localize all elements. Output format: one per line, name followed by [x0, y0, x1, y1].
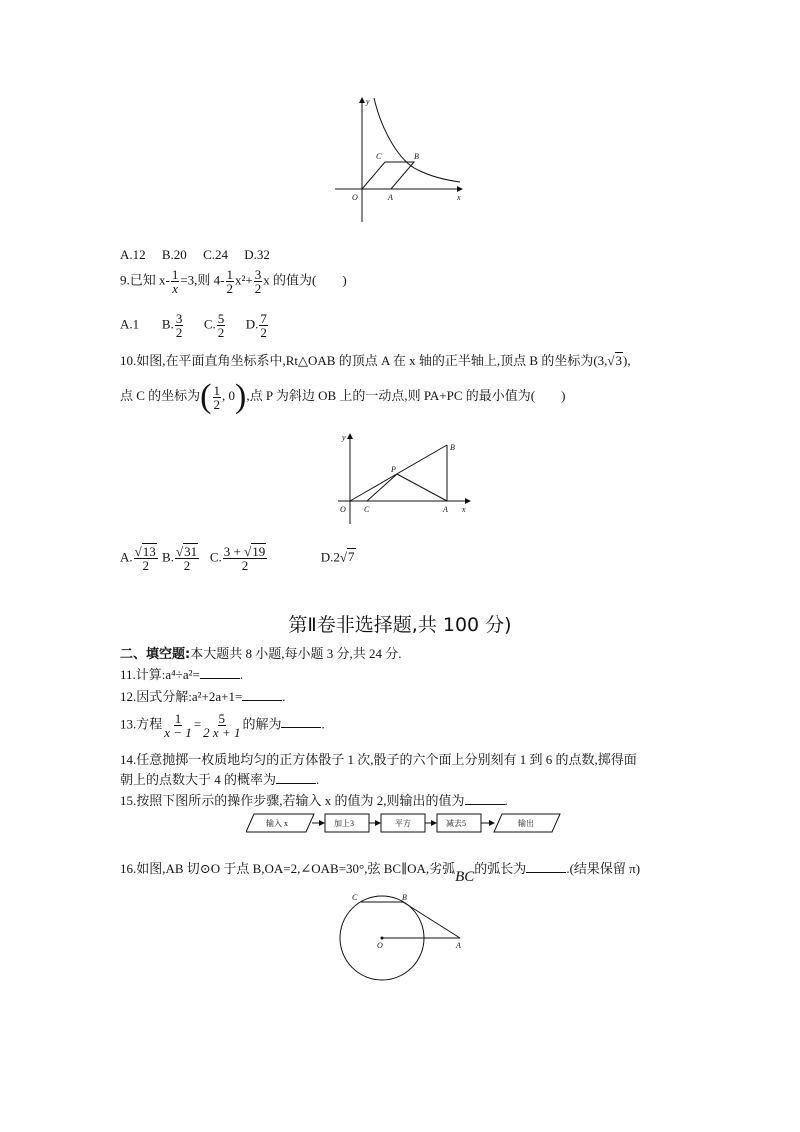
q13-post: 的解为 [242, 716, 282, 732]
q8-option-d: D.32 [244, 247, 270, 262]
q9-close: ) [342, 272, 347, 288]
q9-option-c-label: C. [203, 316, 216, 332]
q16-end: .(结果保留 π) [566, 861, 641, 876]
q13-pre: 13.方程 [120, 716, 163, 732]
q8-option-c: C.24 [203, 247, 228, 262]
q12-end: . [282, 689, 286, 704]
q9-option-d-label: D. [245, 316, 259, 332]
section-2-desc: 本大题共 8 小题,每小题 3 分,共 24 分. [190, 646, 402, 661]
flow-square-label: 平方 [395, 819, 411, 828]
hyperbola-curve [374, 98, 460, 182]
q13-frac-2: $\frac{5}{2 x + 1}$ [203, 711, 241, 740]
q10-option-c: $\frac{3 + √19}{2}$ [223, 544, 266, 573]
parallelogram-oabc [362, 162, 414, 189]
segment-pa [397, 474, 447, 501]
q14-line1: 14.任意抛掷一枚质地均匀的正方体骰子 1 次,骰子的六个面上分别刻有 1 到 6 的点数,掷得面 [120, 752, 637, 767]
question-12 [120, 688, 286, 706]
q9-mid2: x²+ [235, 272, 253, 288]
question-14-line-1 [120, 751, 637, 769]
label-a: A [443, 505, 448, 514]
flow-sub5-label: 减去5 [446, 819, 466, 828]
question-16 [120, 860, 641, 885]
q9-frac-1: $\frac{1}{x}$ [171, 267, 179, 296]
q13-answer-blank[interactable] [281, 715, 321, 728]
q8-options [120, 246, 270, 264]
label-a: A [456, 941, 461, 950]
question-11 [120, 666, 243, 684]
q9-options [120, 312, 269, 339]
q16-post: 的弧长为 [474, 861, 527, 876]
question-14-line-2 [120, 771, 319, 789]
q16-answer-blank[interactable] [526, 860, 566, 873]
label-y: y [342, 433, 346, 442]
q15-end: . [504, 793, 508, 808]
q14-answer-blank[interactable] [276, 771, 316, 784]
q9-option-a: A.1 [120, 316, 140, 332]
q15-text: 15.按照下图所示的操作步骤,若输入 x 的值为 2,则输出的值为 [120, 793, 465, 808]
label-x: x [462, 505, 466, 514]
label-a: A [388, 193, 393, 202]
q8-option-a: A.12 [120, 247, 146, 262]
q9-option-b-label: B. [161, 316, 174, 332]
q10-option-a-label: A. [120, 549, 133, 565]
segment-pc [367, 474, 397, 501]
label-b: B [402, 893, 407, 902]
label-c: C [364, 505, 370, 514]
question-15 [120, 792, 508, 810]
q9-suffix: x 的值为( [263, 272, 317, 288]
q9-option-b: $\frac{3}{2}$ [175, 311, 183, 340]
q14-end: . [316, 772, 320, 787]
question-10-line-1: 10.如图,在平面直角坐标系中,Rt△OAB 的顶点 A 在 x 轴的正半轴上,顶点 B 的坐标为(3,√3), [120, 353, 631, 368]
label-b: B [414, 152, 419, 161]
flow-output-label: 输出 [518, 819, 534, 828]
q10-option-c-label: C. [209, 549, 222, 565]
q11-text: 11.计算:a⁴÷a²= [120, 667, 200, 682]
q9-option-c: $\frac{5}{2}$ [217, 311, 225, 340]
q10-line2-pre: 点 C 的坐标为 [120, 387, 201, 403]
center-dot [381, 937, 384, 940]
q13-eq: = [193, 716, 202, 732]
q16-pre: 16.如图,AB 切⊙O 于点 B,OA=2,∠OAB=30°,弦 BC∥OA,劣弧 [120, 861, 456, 876]
q10-sqrt3: 3 [615, 353, 623, 368]
q12-text: 12.因式分解:a²+2a+1= [120, 689, 243, 704]
q14-line2: 朝上的点数大于 4 的概率为 [120, 772, 277, 787]
q9-frac-2: $\frac{1}{2}$ [226, 267, 234, 296]
q10-c-frac: $\frac{1}{2}$ [213, 382, 220, 412]
q8-option-b: B.20 [161, 247, 187, 262]
question-13 [120, 712, 325, 739]
q9-mid1: =3,则 4- [180, 272, 225, 288]
q10-option-d-label: D.2 [320, 549, 340, 565]
question-9 [120, 268, 347, 295]
q13-end: . [321, 716, 325, 732]
q11-end: . [239, 667, 244, 682]
section-2-heading [120, 645, 401, 664]
q10-line2-post: ,点 P 为斜边 OB 上的一动点,则 PA+PC 的最小值为( [246, 387, 536, 403]
question-10-line-2: 点 C 的坐标为( $\frac{1}{2}$ , 0),点 P 为斜边 OB 上的一动点,则 PA+PC 的最小值为( ) [120, 378, 566, 415]
q10-line1: 10.如图,在平面直角坐标系中,Rt△OAB 的顶点 A 在 x 轴的正半轴上,顶点 B 的坐标为(3, [120, 353, 608, 368]
flowchart-q15 [246, 811, 562, 835]
label-o: O [377, 941, 383, 950]
q12-answer-blank[interactable] [242, 688, 282, 701]
label-o: O [340, 505, 346, 514]
q10-option-d: 7 [348, 549, 355, 565]
q10-close: ) [561, 387, 566, 403]
part-2-title: 第Ⅱ卷非选择题,共 100 分) [288, 614, 512, 636]
q10-line1-end: ), [623, 353, 631, 368]
q10-option-b: $\frac{√31}{2}$ [175, 544, 198, 573]
figure-q8 [330, 92, 470, 224]
flow-input-label: 输入 x [266, 819, 288, 828]
q9-prefix: 9.已知 x- [120, 272, 170, 288]
label-c: C [352, 893, 358, 902]
figure-q10 [330, 428, 480, 528]
segment-ab [403, 902, 460, 938]
q10-option-a: $\frac{√13}{2}$ [134, 544, 156, 573]
flow-add3-label: 加上3 [334, 819, 354, 828]
q16-arc-label: BC [455, 869, 475, 885]
q9-option-d: $\frac{7}{2}$ [260, 311, 267, 340]
q9-frac-3: $\frac{3}{2}$ [254, 267, 262, 296]
q10-options: A. $\frac{√13}{2}$ B. $\frac{√31}{2}$ C. $\frac{3 + √19}{2}$ D.2√7 [120, 544, 355, 573]
section-2-label: 二、填空题: [120, 647, 191, 662]
label-c: C [376, 152, 382, 161]
figure-q16 [330, 890, 470, 990]
q15-answer-blank[interactable] [465, 792, 505, 805]
label-x: x [457, 193, 461, 202]
q13-frac-1: $\frac{1}{x - 1}$ [164, 711, 192, 740]
label-p: P [391, 465, 396, 474]
q11-answer-blank[interactable] [200, 666, 240, 679]
q10-option-b-label: B. [162, 549, 174, 565]
label-b: B [450, 443, 455, 452]
label-y: y [366, 97, 370, 106]
label-o: O [352, 193, 358, 202]
q10-c-rest: , 0 [222, 387, 235, 403]
